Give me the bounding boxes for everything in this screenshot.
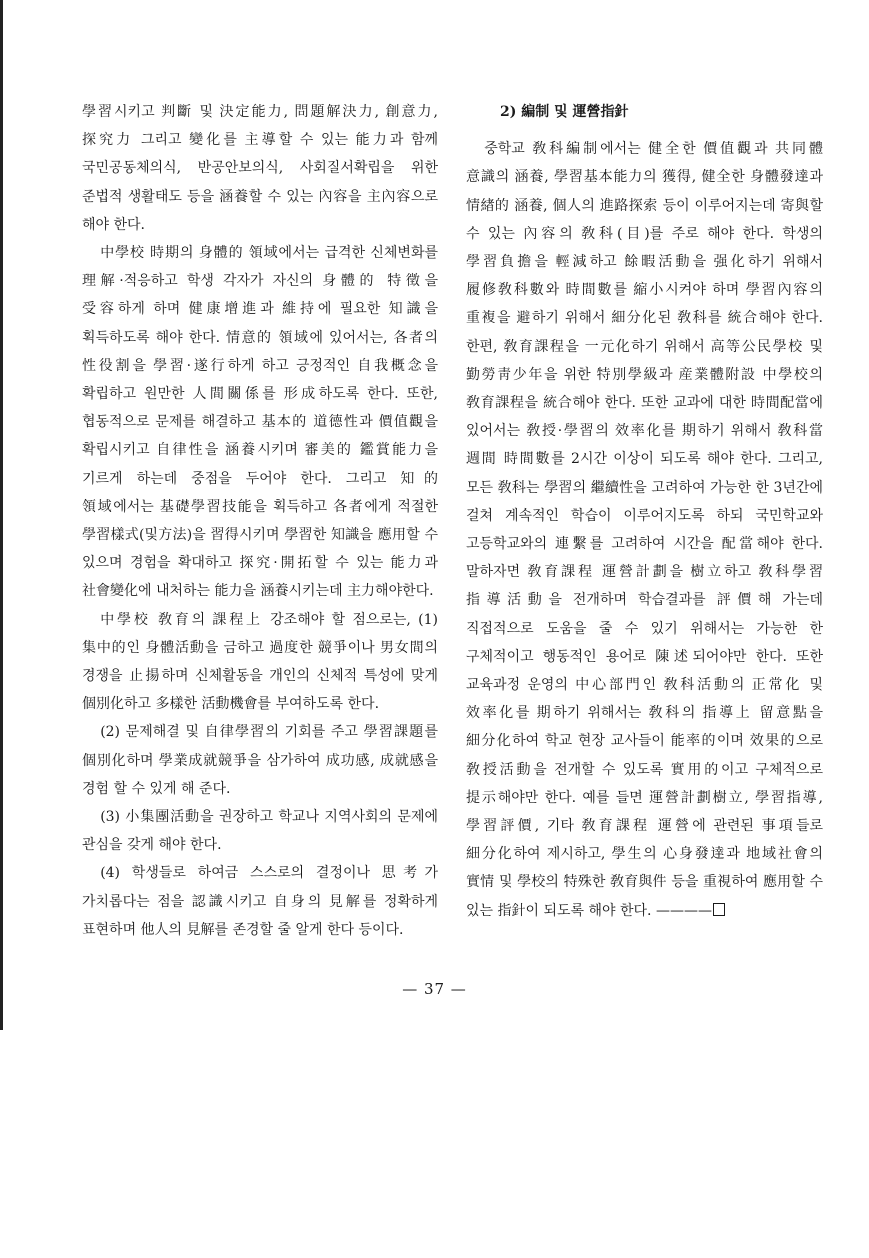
page-number: — 37 —: [402, 980, 467, 998]
section-heading: 2) 編制 및 運營指針: [500, 104, 629, 120]
paragraph: [466, 135, 823, 925]
left-column: [82, 98, 438, 944]
paragraph: 中學校 敎育의 課程上 강조해야 할 점으로는, (1) 集中的인 身體活動을 금하고 過度한 競爭이나 男女間의 경쟁을 止揚하며 신체활동을 개인의 신체적 특성에 맞게 個別化하고 多樣한 活動機會를 부여하도록 한다.: [82, 611, 438, 713]
paragraph-text: 중학교 敎科編制에서는 健全한 價值觀과 共同體 意識의 涵養, 學習基本能力의 獲得, 健全한 身體發達과 情緖的 涵養, 個人의 進路探索 등이 이루어지는데 寄與할 수 있는 內容의 敎科(目)를 주로 해야 한다. 학생의 學習負擔을 輕減하고 餘暇活動을 强化하기 위해서 履修敎科數와 時間數를 縮小시켜야 하며 學習內容의 重複을 避하기 위해서 細分化된 敎科를 統合해야 한다. 한편, 敎育課程을 一元化하기 위해서 高等公民學校 및 勤勞靑少年을 위한 特別學級과 産業體附設 中學校의 敎育課程을 統合해야 한다. 또한 교과에 대한 時間配當에 있어서는 敎授·學習의 效率化를 期하기 위해서 敎科當 週間 時間數를 2시간 이상이 되도록 해야 한다. 그리고, 모든 敎科는 學習의 繼續性을 고려하여 가능한 한 3년간에 걸쳐 계속적인 학습이 이루어지도록 하되 국민학교와 고등학교와의 連繫를 고려하여 시간을 配當해야 한다. 말하자면 敎育課程 運營計劃을 樹立하고 敎科學習 指導活動을 전개하며 학습결과를 評價해 가는데 직접적으로 도움을 줄 수 있기 위해서는 가능한 한 구체적이고 행동적인 용어로 陳述되어야만 한다. 또한 교육과정 운영의 中心部門인 敎科活動의 正常化 및 效率化를 期하기 위해서는 敎科의 指導上 留意點을 細分化하여 학교 현장 교사들이 能率的이며 效果的으로 敎授活動을 전개할 수 있도록 實用的이고 구체적으로 提示해야만 한다. 예를 들면 運營計劃樹立, 學習指導, 學習評價, 기타 敎育課程 運營에 관련된 事項들로 細分化하여 제시하고, 學生의 心身發達과 地域社會의 實情 및 學校의 特殊한 敎育與件 등을 重視하여 應用할 수 있는 指針이 되도록 해야 한다.: [466, 141, 823, 919]
end-mark-line: ————: [655, 902, 712, 919]
right-column: [466, 98, 823, 925]
paragraph: 中學校 時期의 身體的 領域에서는 급격한 신체변화를 理解·적응하고 학생 각자가 자신의 身體的 特徵을 受容하게 하며 健康增進과 維持에 필요한 知識을 획득하도록 해야 한다. 情意的 領域에 있어서는, 各者의 性役割을 學習·遂行하게 하고 긍정적인 自我概念을 확립하고 원만한 人間關係를 形成하도록 한다. 또한, 협동적으로 문제를 해결하고 基本的 道德性과 價值觀을 확립시키고 自律性을 涵養시키며 審美的 鑑賞能力을 기르게 하는데 중점을 두어야 한다. 그리고 知的 領域에서는 基礎學習技能을 획득하고 各者에게 적절한 學習樣式(및方法)을 習得시키며 學習한 知識을 應用할 수 있으며 경험을 확대하고 探究·開拓할 수 있는 能力과 社會變化에 내처하는 能力을 涵養시키는데 主力해야한다.: [82, 245, 438, 600]
end-box-icon: [713, 903, 725, 916]
page-edge-line: [0, 0, 3, 1030]
paragraph: 學習시키고 判斷 및 決定能力, 問題解決力, 創意力, 探究力 그리고 變化를 主導할 수 있는 能力과 함께 국민공동체의식, 반공안보의식, 사회질서확립을 위한 준법적 생활태도 등을 涵養할 수 있는 內容을 主內容으로 해야 한다.: [82, 104, 438, 233]
paragraph: (3) 小集團活動을 권장하고 학교나 지역사회의 문제에 관심을 갖게 해야 한다.: [82, 809, 438, 854]
paragraph: (4) 학생들로 하여금 스스로의 결정이나 思考가 가치롭다는 점을 認識시키고 自身의 見解를 정확하게 표현하며 他人의 見解를 존경할 줄 알게 한다 등이다.: [82, 865, 438, 938]
paragraph: (2) 문제해결 및 自律學習의 기회를 주고 學習課題를 個別化하며 學業成就競爭을 삼가하여 成功感, 成就感을 경험 할 수 있게 해 준다.: [82, 724, 438, 797]
